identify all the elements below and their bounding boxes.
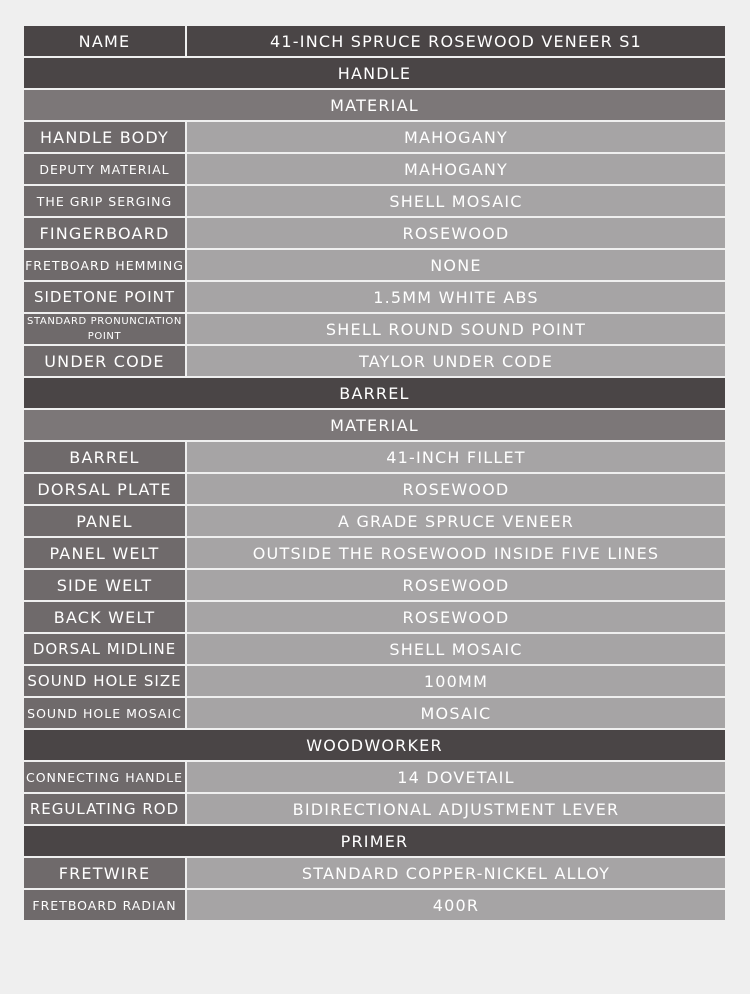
row-value: BIDIRECTIONAL ADJUSTMENT LEVER [187, 794, 725, 824]
row-value: SHELL MOSAIC [187, 186, 725, 216]
table-row [24, 890, 725, 920]
table-row [24, 858, 725, 888]
row-value: STANDARD COPPER-NICKEL ALLOY [187, 858, 725, 888]
row-value: 14 DOVETAIL [187, 762, 725, 792]
subsection-header-handle-material [24, 90, 725, 120]
table-row [24, 634, 725, 664]
table-row [24, 250, 725, 280]
table-row [24, 346, 725, 376]
table-row [24, 442, 725, 472]
row-value: MAHOGANY [187, 154, 725, 184]
name-label: NAME [24, 26, 185, 56]
row-value: 400R [187, 890, 725, 920]
row-label: DORSAL MIDLINE [24, 634, 185, 664]
table-row [24, 602, 725, 632]
row-label: HANDLE BODY [24, 122, 185, 152]
barrel-material-title: MATERIAL [24, 410, 725, 440]
row-label: DEPUTY MATERIAL [24, 154, 185, 184]
table-row [24, 186, 725, 216]
row-value: MAHOGANY [187, 122, 725, 152]
row-value: 41-INCH FILLET [187, 442, 725, 472]
row-label: PANEL WELT [24, 538, 185, 568]
row-value: 1.5MM WHITE ABS [187, 282, 725, 312]
row-label: PANEL [24, 506, 185, 536]
table-row [24, 538, 725, 568]
row-label: SOUND HOLE SIZE [24, 666, 185, 696]
section-header-primer [24, 826, 725, 856]
table-row [24, 794, 725, 824]
row-label: UNDER CODE [24, 346, 185, 376]
row-label: SOUND HOLE MOSAIC [24, 698, 185, 728]
row-label: STANDARD PRONUNCIATION POINT [24, 314, 185, 344]
row-label: REGULATING ROD [24, 794, 185, 824]
row-value: ROSEWOOD [187, 602, 725, 632]
row-value: 100MM [187, 666, 725, 696]
row-value: ROSEWOOD [187, 570, 725, 600]
row-label: FINGERBOARD [24, 218, 185, 248]
table-row [24, 154, 725, 184]
row-label: BARREL [24, 442, 185, 472]
row-value: ROSEWOOD [187, 218, 725, 248]
table-row [24, 762, 725, 792]
table-row [24, 506, 725, 536]
table-row [24, 698, 725, 728]
section-header-woodworker [24, 730, 725, 760]
row-value: ROSEWOOD [187, 474, 725, 504]
table-row [24, 122, 725, 152]
section-header-barrel [24, 378, 725, 408]
name-value: 41-INCH SPRUCE ROSEWOOD VENEER S1 [187, 26, 725, 56]
row-label: SIDETONE POINT [24, 282, 185, 312]
row-label: FRETBOARD HEMMING [24, 250, 185, 280]
section-header-handle [24, 58, 725, 88]
spec-table [24, 26, 725, 920]
row-value: SHELL ROUND SOUND POINT [187, 314, 725, 344]
primer-title: PRIMER [24, 826, 725, 856]
woodworker-title: WOODWORKER [24, 730, 725, 760]
table-row [24, 474, 725, 504]
row-value: OUTSIDE THE ROSEWOOD INSIDE FIVE LINES [187, 538, 725, 568]
handle-material-title: MATERIAL [24, 90, 725, 120]
handle-title: HANDLE [24, 58, 725, 88]
row-label: CONNECTING HANDLE [24, 762, 185, 792]
barrel-title: BARREL [24, 378, 725, 408]
name-row [24, 26, 725, 56]
subsection-header-barrel-material [24, 410, 725, 440]
row-label: DORSAL PLATE [24, 474, 185, 504]
row-value: A GRADE SPRUCE VENEER [187, 506, 725, 536]
row-value: NONE [187, 250, 725, 280]
row-label: THE GRIP SERGING [24, 186, 185, 216]
row-label: BACK WELT [24, 602, 185, 632]
table-row [24, 314, 725, 344]
row-value: TAYLOR UNDER CODE [187, 346, 725, 376]
row-label: SIDE WELT [24, 570, 185, 600]
row-label: FRETBOARD RADIAN [24, 890, 185, 920]
table-row [24, 282, 725, 312]
row-value: MOSAIC [187, 698, 725, 728]
table-row [24, 666, 725, 696]
table-row [24, 218, 725, 248]
row-value: SHELL MOSAIC [187, 634, 725, 664]
table-row [24, 570, 725, 600]
row-label: FRETWIRE [24, 858, 185, 888]
